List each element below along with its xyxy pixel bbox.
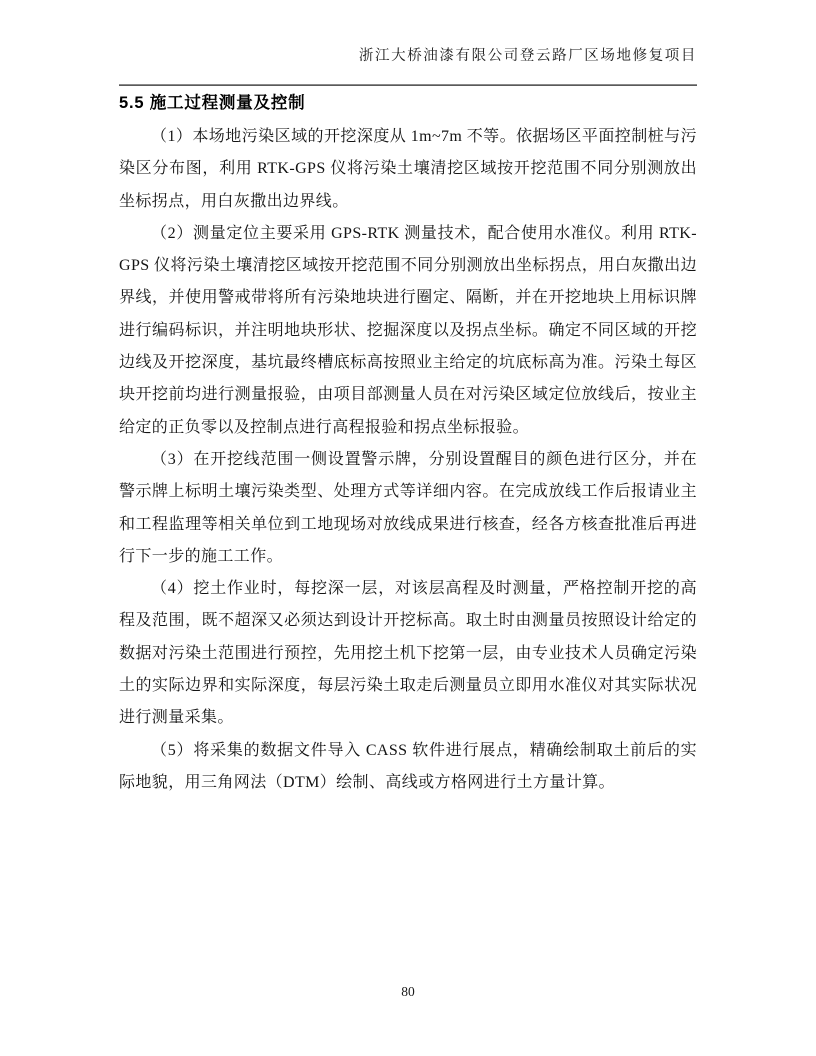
paragraph-3: （3）在开挖线范围一侧设置警示牌，分别设置醒目的颜色进行区分，并在警示牌上标明土壤污染类型、处理方式等详细内容。在完成放线工作后报请业主和工程监理等相关单位到工地现场对放线成果进行核查，经各方核查批准后再进行下一步的施工工作。: [119, 450, 697, 565]
header-divider: [119, 84, 697, 86]
page-header: [119, 46, 697, 66]
page-footer: [0, 983, 816, 1001]
document-body: [119, 121, 697, 799]
section-heading: 5.5 施工过程测量及控制: [119, 94, 306, 112]
paragraph-1: （1）本场地污染区域的开挖深度从 1m~7m 不等。依据场区平面控制桩与污染区分布图，利用 RTK-GPS 仪将污染土壤清挖区域按开挖范围不同分别测放出坐标拐点，用白灰撒出边界线。: [119, 128, 697, 210]
header-title: 浙江大桥油漆有限公司登云路厂区场地修复项目: [358, 48, 697, 64]
paragraph-2: （2）测量定位主要采用 GPS-RTK 测量技术，配合使用水准仪。利用 RTK-GPS 仪将污染土壤清挖区域按开挖范围不同分别测放出坐标拐点，用白灰撒出边界线，并使用警戒带将所有污染地块进行圈定、隔断，并在开挖地块上用标识牌进行编码标识，并注明地块形状、挖掘深度以及拐点坐标。确定不同区域的开挖边线及开挖深度，基坑最终槽底标高按照业主给定的坑底标高为准。污染土每区块开挖前均进行测量报验，由项目部测量人员在对污染区域定位放线后，按业主给定的正负零以及控制点进行高程报验和拐点坐标报验。: [119, 224, 697, 436]
paragraph-4: （4）挖土作业时，每挖深一层，对该层高程及时测量，严格控制开挖的高程及范围，既不超深又必须达到设计开挖标高。取土时由测量员按照设计给定的数据对污染土范围进行预控，先用挖土机下挖第一层，由专业技术人员确定污染土的实际边界和实际深度，每层污染土取走后测量员立即用水准仪对其实际状况进行测量采集。: [119, 580, 697, 727]
page-number: 80: [401, 984, 415, 999]
paragraph-5: （5）将采集的数据文件导入 CASS 软件进行展点，精确绘制取土前后的实际地貌，用三角网法（DTM）绘制、高线或方格网进行土方量计算。: [119, 741, 697, 791]
